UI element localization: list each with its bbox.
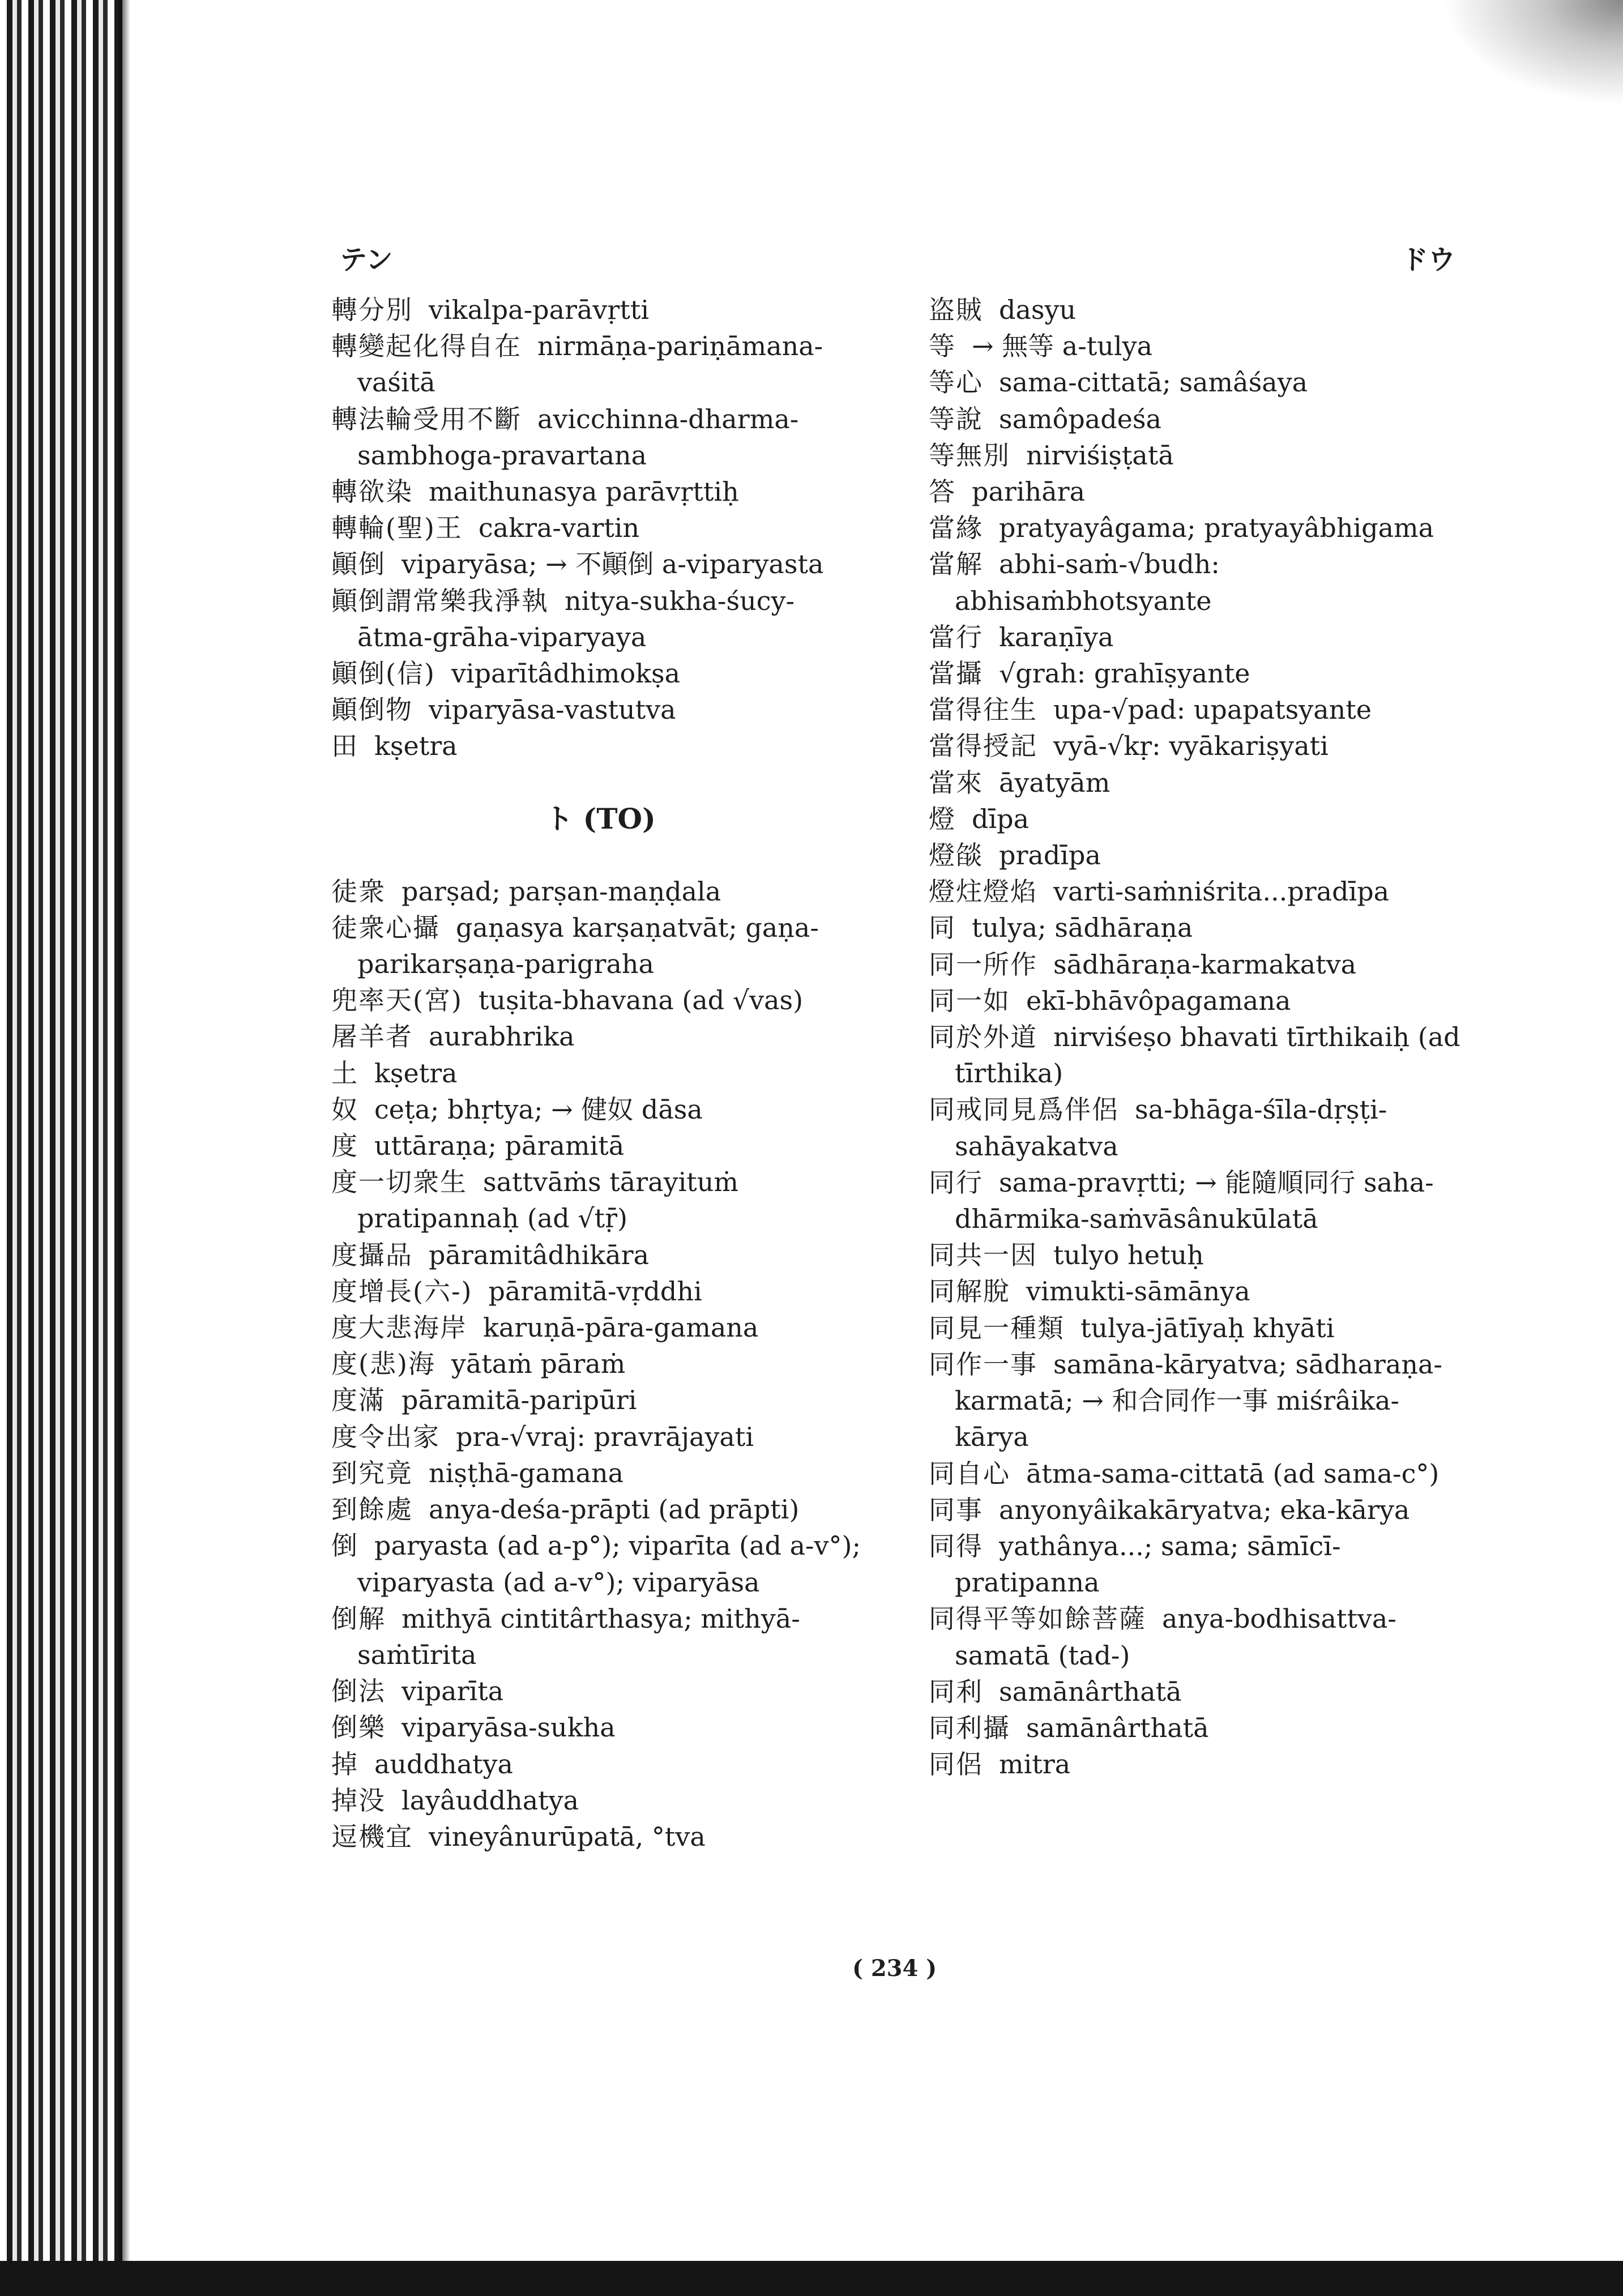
entry-gloss: pāramitā-vṛddhi <box>488 1275 702 1307</box>
entry-gloss: pratyayâgama; pratyayâbhigama <box>999 513 1434 544</box>
dictionary-entry <box>331 1709 869 1746</box>
dictionary-entry <box>331 910 869 982</box>
dictionary-entry <box>331 982 869 1018</box>
dictionary-entry <box>331 1782 869 1819</box>
entry-gloss: samāna-kāryatva; sādharaṇa-karmatā; → 和合同作一事 miśrâika-kārya <box>955 1348 1442 1453</box>
dictionary-entry <box>929 510 1467 546</box>
entry-term: 同 <box>929 912 956 944</box>
entry-gloss: ceṭa; bhṛtya; → 健奴 dāsa <box>374 1094 703 1125</box>
dictionary-entry <box>929 765 1467 801</box>
dictionary-entry <box>929 473 1467 510</box>
entry-gloss: vineyânurūpatā, °tva <box>429 1821 706 1852</box>
running-header-right: ドウ <box>1400 244 1455 276</box>
entry-term: 度令出家 <box>331 1421 440 1452</box>
entry-term: 顚倒(信) <box>331 658 435 689</box>
entry-gloss: vimukti-sāmānya <box>1026 1276 1250 1307</box>
entry-term: 同一所作 <box>929 949 1037 980</box>
entry-gloss: pradīpa <box>999 840 1101 871</box>
dictionary-entry <box>929 1164 1467 1237</box>
entry-term: 同見一種類 <box>929 1312 1065 1343</box>
dictionary-entry <box>929 873 1467 910</box>
dictionary-entry <box>929 728 1467 764</box>
entry-gloss: sa-bhāga-śīla-dṛṣṭi-sahāyakatva <box>955 1094 1387 1162</box>
dictionary-entry <box>331 655 869 692</box>
entry-term: 屠羊者 <box>331 1021 413 1052</box>
entry-term: 度(悲)海 <box>331 1348 435 1380</box>
entry-gloss: samôpadeśa <box>999 403 1161 434</box>
dictionary-entry <box>929 801 1467 837</box>
dictionary-entry <box>331 473 869 510</box>
entry-term: 轉法輪受用不斷 <box>331 403 522 434</box>
dictionary-entry <box>331 1237 869 1273</box>
entry-gloss: sādhāraṇa-karmakatva <box>1053 949 1357 980</box>
dictionary-entry <box>929 1601 1467 1673</box>
entry-gloss: niṣṭhā-gamana <box>429 1457 623 1488</box>
entry-term: 倒解 <box>331 1603 386 1634</box>
dictionary-entry <box>929 1492 1467 1528</box>
entry-gloss: dasyu <box>999 295 1077 325</box>
entry-gloss: vyā-√kṛ: vyākariṣyati <box>1053 731 1329 762</box>
bottom-edge <box>0 2261 1623 2296</box>
dictionary-entry <box>929 401 1467 437</box>
corner-shadow <box>1419 0 1623 119</box>
dictionary-entry <box>929 1710 1467 1746</box>
dictionary-entry <box>331 1055 869 1091</box>
entry-gloss: paryasta (ad a-p°); viparīta (ad a-v°); viparyasta (ad a-v°); viparyāsa <box>357 1530 861 1598</box>
dictionary-entry <box>331 546 869 582</box>
entry-gloss: pra-√vraj: pravrājayati <box>456 1421 754 1452</box>
dictionary-entry <box>331 583 869 655</box>
dictionary-entry <box>929 619 1467 655</box>
entry-term: 度一切衆生 <box>331 1167 467 1198</box>
dictionary-entry <box>929 692 1467 728</box>
entries-right <box>929 292 1467 1782</box>
entry-term: 度攝品 <box>331 1239 413 1270</box>
entry-term: 顚倒謂常樂我淨執 <box>331 585 549 616</box>
entry-gloss: anya-deśa-prāpti (ad prāpti) <box>429 1494 800 1525</box>
section-heading: ト (TO) <box>545 801 656 835</box>
entry-gloss: karaṇīya <box>999 621 1114 652</box>
entry-term: 等心 <box>929 367 983 398</box>
dictionary-entry <box>929 546 1467 618</box>
entry-term: 當解 <box>929 549 983 580</box>
entry-gloss: sama-cittatā; samâśaya <box>999 367 1308 398</box>
entry-term: 同得平等如餘菩薩 <box>929 1603 1146 1634</box>
entry-gloss: anyonyâikakāryatva; eka-kārya <box>999 1494 1410 1525</box>
dictionary-entry <box>929 1091 1467 1164</box>
entry-gloss: uttāraṇa; pāramitā <box>374 1130 625 1162</box>
entry-gloss: pāramitā-paripūri <box>402 1385 637 1416</box>
dictionary-entry <box>331 1673 869 1709</box>
entry-term: 轉欲染 <box>331 476 413 507</box>
page-number: ( 234 ) <box>852 1955 937 1982</box>
entry-term: 同共一因 <box>929 1240 1037 1271</box>
entry-term: 轉變起化得自在 <box>331 331 522 362</box>
dictionary-entry <box>929 983 1467 1019</box>
entry-gloss: āyatyām <box>999 767 1111 798</box>
dictionary-entry <box>929 1456 1467 1492</box>
entry-gloss: layâuddhatya <box>402 1785 579 1816</box>
entry-gloss: gaṇasya karṣaṇatvāt; gaṇa-parikarṣaṇa-parigraha <box>357 912 819 980</box>
entry-gloss: dīpa <box>972 803 1030 834</box>
entry-term: 度大悲海岸 <box>331 1312 467 1343</box>
dictionary-entry <box>929 1019 1467 1091</box>
right-column <box>929 292 1467 1782</box>
entry-term: 田 <box>331 731 358 762</box>
entry-gloss: viparyāsa-sukha <box>402 1712 616 1743</box>
entry-gloss: cakra-vartin <box>478 513 640 544</box>
dictionary-entry <box>929 1237 1467 1273</box>
entry-term: 到餘處 <box>331 1494 413 1525</box>
entry-gloss: tulya; sādhāraṇa <box>972 912 1193 944</box>
entry-gloss: sama-pravṛtti; → 能隨順同行 saha-dhārmika-saṁvāsânukūlatā <box>955 1167 1434 1235</box>
dictionary-entry <box>331 1309 869 1346</box>
entry-term: 等 <box>929 331 956 362</box>
running-header-left: テン <box>340 244 393 276</box>
entry-term: 徒衆心攝 <box>331 912 440 943</box>
entry-gloss: viparyāsa; → 不顚倒 a-viparyasta <box>402 549 824 580</box>
entry-term: 當得授記 <box>929 731 1037 762</box>
entry-gloss: karuṇā-pāra-gamana <box>483 1312 759 1343</box>
entry-term: 同戒同見爲伴侶 <box>929 1094 1119 1125</box>
entry-term: 同事 <box>929 1494 983 1525</box>
entry-term: 同於外道 <box>929 1022 1037 1053</box>
spine-shadow <box>122 0 130 2296</box>
entry-term: 同一如 <box>929 985 1010 1016</box>
entry-term: 燈 <box>929 803 956 834</box>
entry-term: 等說 <box>929 403 983 434</box>
entry-term: 當得往生 <box>929 694 1037 725</box>
entry-gloss: avicchinna-dharma-sambhoga-pravartana <box>357 403 799 471</box>
entry-term: 度滿 <box>331 1385 386 1416</box>
entry-term: 逗機宜 <box>331 1821 413 1852</box>
entry-term: 燈燄 <box>929 840 983 871</box>
dictionary-entry <box>929 364 1467 400</box>
entry-gloss: mitra <box>999 1749 1071 1780</box>
entry-term: 轉分別 <box>331 295 413 325</box>
dictionary-entry <box>331 728 869 764</box>
dictionary-entry <box>331 1419 869 1455</box>
entry-gloss: pāramitâdhikāra <box>429 1239 650 1270</box>
entry-gloss: ekī-bhāvôpagamana <box>1026 985 1291 1016</box>
dictionary-entry <box>331 401 869 473</box>
dictionary-entry <box>929 1310 1467 1346</box>
entry-term: 同利攝 <box>929 1712 1010 1743</box>
dictionary-entry <box>331 1819 869 1855</box>
entry-gloss: samānârthatā <box>999 1676 1182 1707</box>
entry-gloss: viparītâdhimokṣa <box>451 658 681 689</box>
entry-term: 答 <box>929 476 956 507</box>
dictionary-entry <box>929 946 1467 983</box>
entry-term: 顚倒 <box>331 549 386 580</box>
book-spine <box>0 0 122 2296</box>
entry-gloss: kṣetra <box>374 731 458 762</box>
entry-term: 同自心 <box>929 1458 1010 1489</box>
entry-gloss: tulya-jātīyaḥ khyāti <box>1080 1312 1335 1343</box>
entry-term: 當行 <box>929 621 983 652</box>
entry-gloss: vikalpa-parāvṛtti <box>429 295 650 325</box>
entry-gloss: varti-saṁniśrita...pradīpa <box>1053 876 1390 907</box>
entry-gloss: upa-√pad: upapatsyante <box>1053 694 1372 725</box>
entry-term: 徒衆 <box>331 876 386 907</box>
entry-term: 當攝 <box>929 658 983 689</box>
dictionary-entry <box>331 1601 869 1673</box>
entry-gloss: √grah: grahīṣyante <box>999 658 1250 689</box>
entry-gloss: mithyā cintitârthasya; mithyā-saṁtīrita <box>357 1603 800 1670</box>
dictionary-entry <box>929 1273 1467 1309</box>
dictionary-entry <box>331 1746 869 1782</box>
entry-term: 同作一事 <box>929 1348 1037 1380</box>
entry-gloss: tuṣita-bhavana (ad √vas) <box>478 985 804 1016</box>
dictionary-entry <box>331 1018 869 1055</box>
left-column <box>331 292 869 1855</box>
dictionary-entry <box>929 655 1467 692</box>
entry-gloss: abhi-saṁ-√budh: abhisaṁbhotsyante <box>955 549 1220 616</box>
entry-gloss: aurabhrika <box>429 1021 575 1052</box>
entry-gloss: sattvāṁs tārayituṁ pratipannaḥ (ad √tṝ) <box>357 1167 739 1234</box>
dictionary-entry <box>331 692 869 728</box>
entry-gloss: → 無等 a-tulya <box>972 331 1152 362</box>
dictionary-entry <box>929 837 1467 873</box>
entry-term: 掉 <box>331 1748 358 1779</box>
dictionary-entry <box>331 1382 869 1418</box>
entry-gloss: parihāra <box>972 476 1086 507</box>
entry-term: 倒 <box>331 1530 358 1561</box>
dictionary-entry <box>331 1091 869 1128</box>
entry-term: 度 <box>331 1130 358 1162</box>
dictionary-entry <box>929 1746 1467 1782</box>
dictionary-entry <box>929 1528 1467 1601</box>
dictionary-entry <box>929 1346 1467 1456</box>
entry-term: 倒樂 <box>331 1712 386 1743</box>
entry-term: 同行 <box>929 1167 983 1198</box>
entry-term: 盗賊 <box>929 295 983 325</box>
entry-gloss: nirviśiṣṭatā <box>1026 439 1174 471</box>
entry-term: 度增長(六-) <box>331 1275 473 1307</box>
entry-gloss: anya-bodhisattva-samatā (tad-) <box>955 1603 1396 1671</box>
entry-gloss: yātaṁ pāraṁ <box>451 1348 626 1380</box>
entry-gloss: nitya-sukha-śucy-ātma-grāha-viparyaya <box>357 585 795 652</box>
entry-term: 掉没 <box>331 1785 386 1816</box>
dictionary-entry <box>331 1527 869 1600</box>
entry-term: 顚倒物 <box>331 694 413 725</box>
entry-term: 轉輪(聖)王 <box>331 513 463 544</box>
entry-gloss: nirviśeṣo bhavati tīrthikaiḥ (ad tīrthika) <box>955 1022 1460 1089</box>
dictionary-entry <box>331 1128 869 1164</box>
entry-gloss: parṣad; parṣan-maṇḍala <box>402 876 721 907</box>
entries-after <box>331 873 869 1855</box>
entry-term: 燈炷燈焰 <box>929 876 1037 907</box>
entry-term: 倒法 <box>331 1676 386 1707</box>
entries-before <box>331 292 869 765</box>
entry-gloss: auddhatya <box>374 1748 513 1779</box>
entry-term: 奴 <box>331 1094 358 1125</box>
dictionary-entry <box>929 437 1467 473</box>
dictionary-entry <box>929 910 1467 946</box>
entry-gloss: nirmāṇa-pariṇāmana-vaśitā <box>357 331 823 398</box>
dictionary-entry <box>331 328 869 400</box>
entry-gloss: maithunasya parāvṛttiḥ <box>429 476 739 507</box>
entry-term: 同解脫 <box>929 1276 1010 1307</box>
entry-gloss: viparīta <box>402 1676 504 1707</box>
dictionary-entry <box>331 1273 869 1309</box>
entry-term: 同得 <box>929 1530 983 1561</box>
dictionary-entry <box>929 328 1467 364</box>
entry-gloss: kṣetra <box>374 1057 458 1089</box>
entry-term: 到究竟 <box>331 1457 413 1488</box>
entry-term: 土 <box>331 1057 358 1089</box>
entry-term: 同侶 <box>929 1749 983 1780</box>
dictionary-entry <box>331 1491 869 1527</box>
entry-gloss: yathânya...; sama; sāmīcī-pratipanna <box>955 1530 1341 1598</box>
dictionary-entry <box>929 292 1467 328</box>
entry-term: 同利 <box>929 1676 983 1707</box>
dictionary-entry <box>331 1164 869 1236</box>
entry-gloss: viparyāsa-vastutva <box>429 694 676 725</box>
dictionary-entry <box>929 1674 1467 1710</box>
entry-gloss: ātma-sama-cittatā (ad sama-c°) <box>1026 1458 1440 1489</box>
dictionary-entry <box>331 1346 869 1382</box>
dictionary-entry <box>331 292 869 328</box>
entry-term: 兜率天(宮) <box>331 985 463 1016</box>
dictionary-entry <box>331 873 869 910</box>
entry-gloss: tulyo hetuḥ <box>1053 1240 1204 1271</box>
entry-term: 等無別 <box>929 439 1010 471</box>
dictionary-entry <box>331 510 869 546</box>
entry-term: 當來 <box>929 767 983 798</box>
dictionary-entry <box>331 1455 869 1491</box>
entry-term: 當緣 <box>929 513 983 544</box>
entry-gloss: samānârthatā <box>1026 1712 1209 1743</box>
